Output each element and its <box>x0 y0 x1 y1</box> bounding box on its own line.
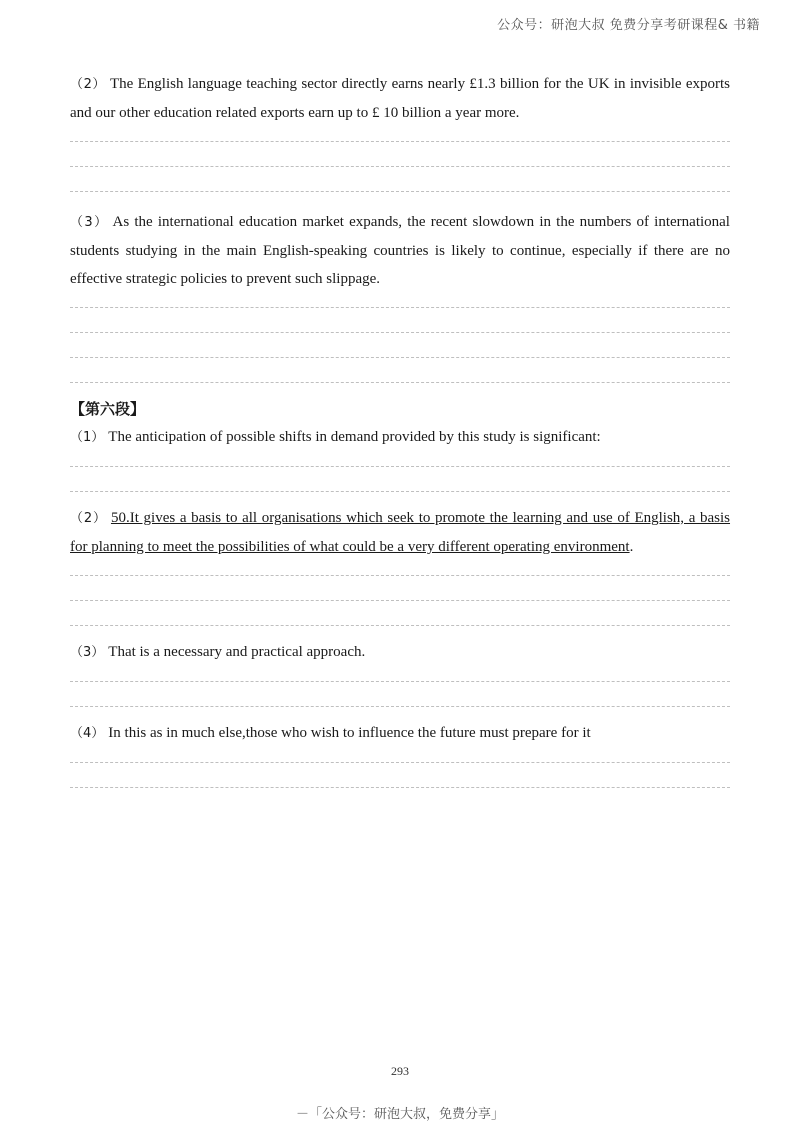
section-title: 【第六段】 <box>70 400 146 418</box>
section6-item-2 <box>70 504 730 561</box>
item-number: （3） <box>70 645 105 660</box>
item-number: （2） <box>70 511 107 526</box>
item-text: In this as in much else,those who wish to influence the future must prepare for it <box>108 725 591 741</box>
item-number: （4） <box>70 726 105 741</box>
paragraph-3 <box>70 208 730 293</box>
item-text: The anticipation of possible shifts in demand provided by this study is significant: <box>108 429 601 445</box>
item-tail: . <box>629 539 634 555</box>
section6-item-3 <box>70 638 730 667</box>
item-text: That is a necessary and practical approach. <box>108 644 366 660</box>
page-number: 293 <box>391 1064 409 1078</box>
footer-watermark-note: －「公众号：研泡大叔，免费分享」 <box>295 1107 504 1122</box>
header-watermark-note: 公众号：研泡大叔 免费分享考研课程& 书籍 <box>497 18 760 33</box>
worksheet-content <box>70 70 730 788</box>
writing-line <box>70 787 730 788</box>
paragraph-2 <box>70 70 730 127</box>
paragraph-text: The English language teaching sector directly earns nearly £1.3 billion for the UK in invisible exports and our other education related exports earn up to £ 10 billion a year more. <box>70 76 730 121</box>
paragraph-text: As the international education market expands, the recent slowdown in the numbers of international students studying in the main English-speaking countries is likely to continue, especially if there are no effective strategic policies to prevent such slippage. <box>70 214 730 287</box>
underlined-item-text: 50.It gives a basis to all organisations which seek to promote the learning and use of English, a basis for planning to meet the possibilities of what could be a very different operating environment <box>70 510 731 555</box>
section6-item-1 <box>70 423 730 452</box>
paragraph-number: （3） <box>70 215 109 230</box>
item-number: （1） <box>70 430 105 445</box>
section6-item-4 <box>70 719 730 748</box>
paragraph-number: （2） <box>70 77 106 92</box>
